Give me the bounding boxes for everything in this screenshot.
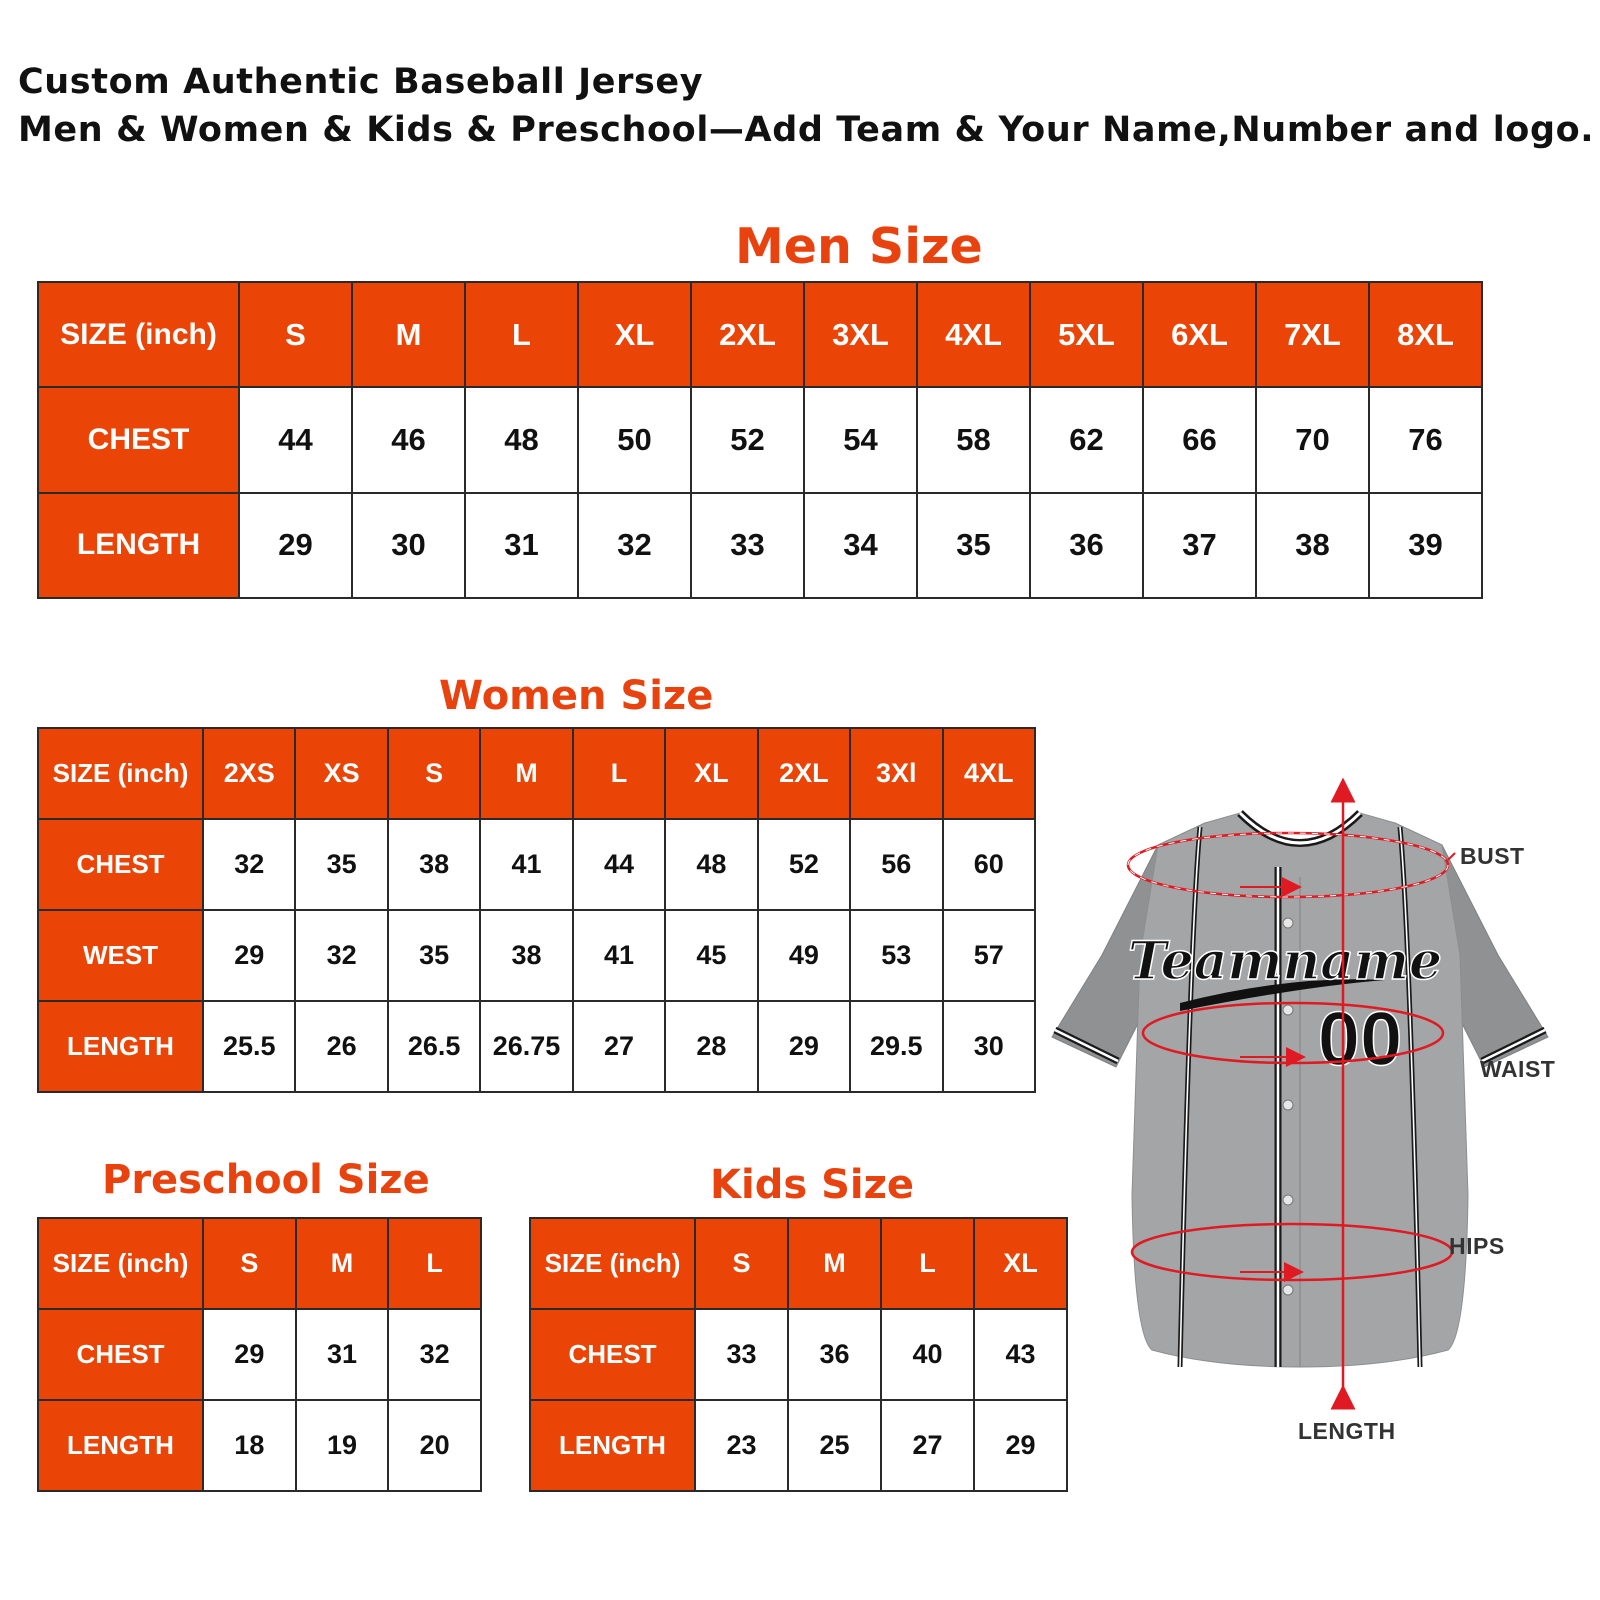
size-column-header: 5XL	[1030, 282, 1143, 387]
preschool-size-title: Preschool Size	[102, 1157, 430, 1203]
size-unit-header: SIZE (inch)	[38, 282, 239, 387]
measurement-value: 54	[804, 387, 917, 492]
length-label: LENGTH	[1298, 1418, 1396, 1444]
size-column-header: XS	[295, 728, 387, 819]
men-size-row-length	[38, 493, 1482, 598]
size-column-header: L	[465, 282, 578, 387]
measurement-value: 48	[465, 387, 578, 492]
measurement-value: 31	[465, 493, 578, 598]
measurement-value: 41	[573, 910, 665, 1001]
measurement-label: CHEST	[38, 819, 203, 910]
size-column-header: 4XL	[917, 282, 1030, 387]
measurement-value: 32	[578, 493, 691, 598]
hips-label: HIPS	[1449, 1233, 1505, 1259]
measurement-value: 56	[850, 819, 942, 910]
kids-size-title: Kids Size	[710, 1162, 915, 1208]
measurement-value: 29	[203, 1309, 296, 1400]
men-size-table	[37, 281, 1483, 599]
bust-label: BUST	[1460, 843, 1525, 869]
measurement-value: 18	[203, 1400, 296, 1491]
measurement-value: 30	[352, 493, 465, 598]
measurement-value: 32	[203, 819, 295, 910]
measurement-value: 38	[388, 819, 480, 910]
men-size-header-row	[38, 282, 1482, 387]
size-column-header: 2XL	[758, 728, 850, 819]
size-column-header: XL	[578, 282, 691, 387]
jersey-measurement-diagram	[1040, 775, 1600, 1455]
kids-size-row-length	[530, 1400, 1067, 1491]
size-column-header: L	[388, 1218, 481, 1309]
measurement-value: 50	[578, 387, 691, 492]
women-size-row-west	[38, 910, 1035, 1001]
measurement-value: 29.5	[850, 1001, 942, 1092]
measurement-value: 60	[943, 819, 1035, 910]
measurement-value: 66	[1143, 387, 1256, 492]
measurement-label: CHEST	[530, 1309, 695, 1400]
measurement-value: 35	[295, 819, 387, 910]
measurement-value: 38	[480, 910, 572, 1001]
women-size-table	[37, 727, 1036, 1093]
size-column-header: L	[573, 728, 665, 819]
header-subtitle: Men & Women & Kids & Preschool—Add Team & Your Name,Number and logo.	[18, 110, 1595, 150]
measurement-value: 32	[295, 910, 387, 1001]
size-column-header: 3Xl	[850, 728, 942, 819]
measurement-value: 25.5	[203, 1001, 295, 1092]
preschool-size-header-row	[38, 1218, 481, 1309]
jersey-illustration	[1040, 775, 1600, 1455]
size-column-header: M	[788, 1218, 881, 1309]
page-header	[18, 58, 1594, 154]
measurement-value: 62	[1030, 387, 1143, 492]
measurement-value: 30	[943, 1001, 1035, 1092]
size-column-header: 3XL	[804, 282, 917, 387]
measurement-value: 48	[665, 819, 757, 910]
team-name-text: Teamname	[1127, 931, 1443, 992]
measurement-label: CHEST	[38, 387, 239, 492]
measurement-label: CHEST	[38, 1309, 203, 1400]
size-column-header: L	[881, 1218, 974, 1309]
size-column-header: 8XL	[1369, 282, 1482, 387]
measurement-value: 19	[296, 1400, 389, 1491]
measurement-label: LENGTH	[530, 1400, 695, 1491]
measurement-value: 40	[881, 1309, 974, 1400]
measurement-value: 46	[352, 387, 465, 492]
measurement-value: 29	[239, 493, 352, 598]
measurement-value: 43	[974, 1309, 1067, 1400]
measurement-value: 28	[665, 1001, 757, 1092]
size-column-header: S	[239, 282, 352, 387]
size-column-header: 4XL	[943, 728, 1035, 819]
measurement-value: 58	[917, 387, 1030, 492]
measurement-value: 29	[203, 910, 295, 1001]
measurement-value: 52	[758, 819, 850, 910]
women-size-title: Women Size	[439, 673, 714, 719]
measurement-value: 29	[758, 1001, 850, 1092]
measurement-value: 38	[1256, 493, 1369, 598]
measurement-value: 23	[695, 1400, 788, 1491]
preschool-size-row-length	[38, 1400, 481, 1491]
size-column-header: S	[695, 1218, 788, 1309]
women-size-header-row	[38, 728, 1035, 819]
measurement-label: LENGTH	[38, 493, 239, 598]
women-size-row-chest	[38, 819, 1035, 910]
kids-size-table	[529, 1217, 1068, 1492]
measurement-value: 26.75	[480, 1001, 572, 1092]
measurement-value: 35	[388, 910, 480, 1001]
header-title: Custom Authentic Baseball Jersey	[18, 62, 704, 102]
measurement-value: 39	[1369, 493, 1482, 598]
jersey-number-text: 00	[1317, 997, 1403, 1082]
measurement-value: 25	[788, 1400, 881, 1491]
measurement-value: 27	[573, 1001, 665, 1092]
size-column-header: 2XL	[691, 282, 804, 387]
kids-size-header-row	[530, 1218, 1067, 1309]
measurement-value: 32	[388, 1309, 481, 1400]
measurement-value: 29	[974, 1400, 1067, 1491]
measurement-value: 49	[758, 910, 850, 1001]
preschool-size-row-chest	[38, 1309, 481, 1400]
measurement-label: LENGTH	[38, 1400, 203, 1491]
measurement-value: 70	[1256, 387, 1369, 492]
measurement-value: 20	[388, 1400, 481, 1491]
measurement-value: 57	[943, 910, 1035, 1001]
measurement-label: WEST	[38, 910, 203, 1001]
measurement-value: 45	[665, 910, 757, 1001]
waist-label: WAIST	[1480, 1056, 1556, 1082]
size-column-header: XL	[665, 728, 757, 819]
kids-size-row-chest	[530, 1309, 1067, 1400]
measurement-value: 31	[296, 1309, 389, 1400]
measurement-value: 33	[691, 493, 804, 598]
measurement-value: 26	[295, 1001, 387, 1092]
size-column-header: S	[388, 728, 480, 819]
men-size-title: Men Size	[735, 218, 983, 275]
measurement-value: 27	[881, 1400, 974, 1491]
size-unit-header: SIZE (inch)	[38, 728, 203, 819]
size-column-header: S	[203, 1218, 296, 1309]
measurement-value: 36	[788, 1309, 881, 1400]
measurement-value: 44	[239, 387, 352, 492]
measurement-label: LENGTH	[38, 1001, 203, 1092]
size-column-header: M	[352, 282, 465, 387]
size-column-header: M	[480, 728, 572, 819]
size-column-header: M	[296, 1218, 389, 1309]
measurement-value: 37	[1143, 493, 1256, 598]
measurement-value: 33	[695, 1309, 788, 1400]
measurement-value: 34	[804, 493, 917, 598]
measurement-value: 35	[917, 493, 1030, 598]
size-unit-header: SIZE (inch)	[38, 1218, 203, 1309]
size-column-header: 7XL	[1256, 282, 1369, 387]
measurement-value: 44	[573, 819, 665, 910]
men-size-row-chest	[38, 387, 1482, 492]
size-column-header: 2XS	[203, 728, 295, 819]
measurement-value: 36	[1030, 493, 1143, 598]
preschool-size-table	[37, 1217, 482, 1492]
measurement-value: 52	[691, 387, 804, 492]
size-unit-header: SIZE (inch)	[530, 1218, 695, 1309]
size-column-header: 6XL	[1143, 282, 1256, 387]
measurement-value: 26.5	[388, 1001, 480, 1092]
measurement-value: 41	[480, 819, 572, 910]
women-size-row-length	[38, 1001, 1035, 1092]
size-column-header: XL	[974, 1218, 1067, 1309]
measurement-value: 53	[850, 910, 942, 1001]
measurement-value: 76	[1369, 387, 1482, 492]
